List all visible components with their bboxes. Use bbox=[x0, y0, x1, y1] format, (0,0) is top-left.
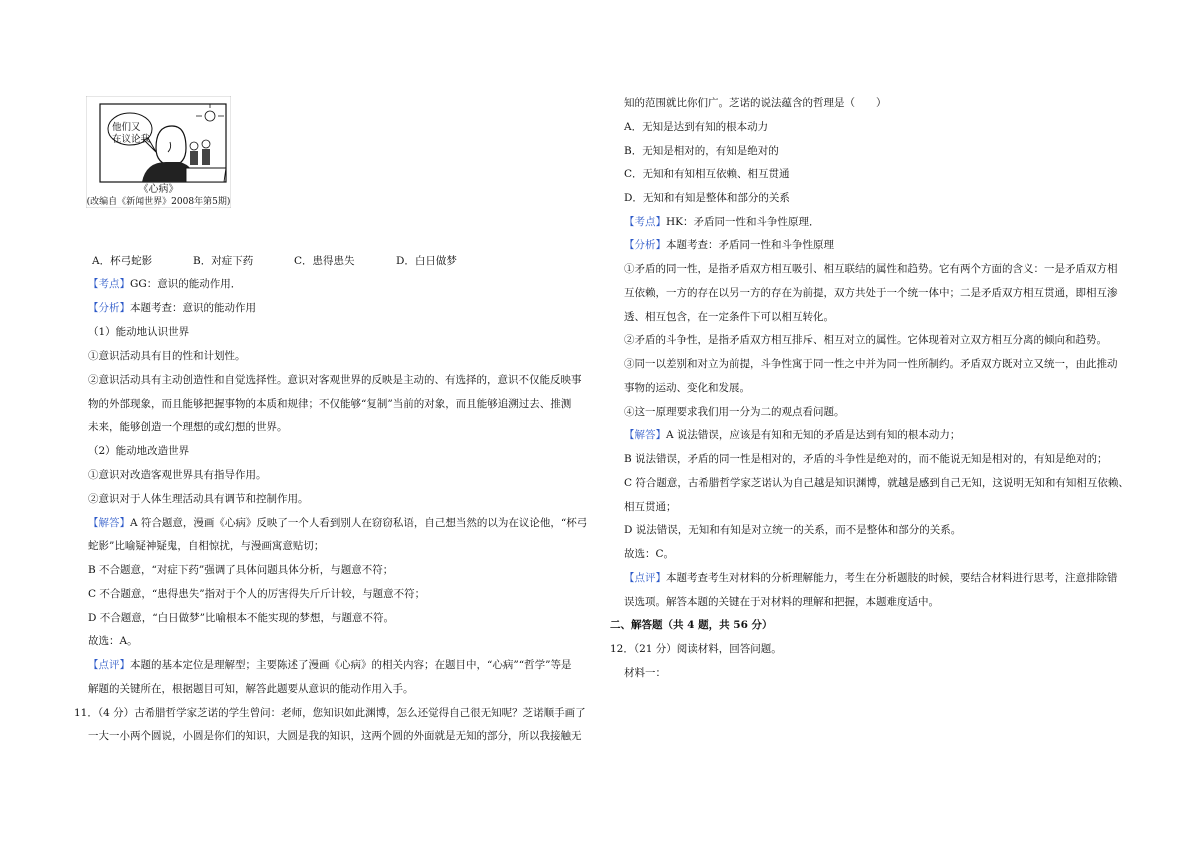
dianping-text: 本题的基本定位是理解型；主要陈述了漫画《心病》的相关内容；在题目中，“心病”“哲学”等是 bbox=[130, 659, 572, 671]
q11-option-d: D．无知和有知是整体和部分的关系 bbox=[624, 192, 790, 204]
kaodian-tag: 【考点】 bbox=[624, 216, 666, 228]
q11-fenxi bbox=[624, 238, 834, 252]
q11-fenxi-line: ④这一原理要求我们用一分为二的观点看问题。 bbox=[624, 406, 845, 418]
q10-jieda-line: B 不合题意，“对症下药”强调了具体问题具体分析，与题意不符； bbox=[88, 564, 394, 576]
q11-option-b: B．无知是相对的，有知是绝对的 bbox=[624, 145, 779, 157]
q11-fenxi-line: ①矛盾的同一性，是指矛盾双方相互吸引、相互联结的属性和趋势。它有两个方面的含义：一是矛盾双方相 bbox=[624, 263, 1118, 275]
q11-stem-line: 11．（4 分）古希腊哲学家芝诺的学生曾问：老师，您知识如此渊博，怎么还觉得自己很无知呢？芝诺顺手画了 bbox=[74, 707, 586, 719]
q10-fenxi-line: 未来，能够创造一个理想的或幻想的世界。 bbox=[88, 421, 288, 433]
q11-jieda-line: B 说法错误，矛盾的同一性是相对的，矛盾的斗争性是绝对的，而不能说无知是相对的，有知是绝对的； bbox=[624, 453, 1108, 465]
jieda-tag: 【解答】 bbox=[88, 517, 130, 529]
q11-kaodian bbox=[624, 215, 820, 229]
q10-jieda-line: 蛇影”比喻疑神疑鬼，自相惊扰，与漫画寓意贴切； bbox=[88, 540, 325, 552]
q10-kaodian bbox=[88, 277, 241, 291]
dianping-text: 本题考查考生对材料的分析理解能力，考生在分析题肢的时候，要结合材料进行思考，注意排除错 bbox=[666, 572, 1118, 584]
q10-jieda bbox=[88, 516, 587, 530]
cartoon-speech-line: 他们又 bbox=[112, 122, 141, 133]
q10-option-d: D．白日做梦 bbox=[396, 255, 457, 267]
q11-fenxi-line: 透、相互包含，在一定条件下可以相互转化。 bbox=[624, 311, 834, 323]
q11-option-c: C．无知和有知相互依赖、相互贯通 bbox=[624, 168, 790, 180]
q10-fenxi-line: （1）能动地认识世界 bbox=[88, 326, 190, 338]
q10-option-a: A．杯弓蛇影 bbox=[92, 255, 153, 267]
jieda-tag: 【解答】 bbox=[624, 429, 666, 441]
q10-jieda-line: 故选：A。 bbox=[88, 635, 138, 647]
q11-jieda-line: 相互贯通； bbox=[624, 501, 677, 513]
cartoon-speech-line: 在议论我 bbox=[112, 134, 151, 145]
kaodian-text: GG：意识的能动作用． bbox=[130, 278, 242, 290]
q11-fenxi-line: ②矛盾的斗争性，是指矛盾双方相互排斥、相互对立的属性。它体现着对立双方相互分离的倾向和趋势。 bbox=[624, 334, 1107, 346]
q10-option-b: B．对症下药 bbox=[193, 255, 254, 267]
q10-fenxi bbox=[88, 301, 256, 315]
cartoon-speech bbox=[112, 122, 150, 146]
q10-jieda-line: D 不合题意，“白日做梦”比喻根本不能实现的梦想，与题意不符。 bbox=[88, 612, 394, 624]
cartoon-illustration bbox=[86, 96, 231, 208]
dianping-tag: 【点评】 bbox=[624, 572, 666, 584]
q10-dianping bbox=[88, 658, 571, 672]
kaodian-tag: 【考点】 bbox=[88, 278, 130, 290]
q11-stem-line: 一大一小两个圆说，小圆是你们的知识，大圆是我的知识，这两个圆的外面就是无知的部分，所以我接触无 bbox=[88, 730, 582, 742]
q10-fenxi-line: ①意识活动具有目的性和计划性。 bbox=[88, 350, 246, 362]
jieda-text: A 符合题意，漫画《心病》反映了一个人看到别人在窃窃私语，自己想当然的以为在议论他，“杯弓 bbox=[130, 517, 588, 529]
q11-fenxi-line: ③同一以差别和对立为前提，斗争性寓于同一性之中并为同一性所制约。矛盾双方既对立又统一，由此推动 bbox=[624, 358, 1118, 370]
q10-option-c: C．患得患失 bbox=[294, 255, 355, 267]
q10-dianping-line: 解题的关键所在，根据题目可知，解答此题要从意识的能动作用入手。 bbox=[88, 683, 414, 695]
cartoon-caption-title: 《心病》 bbox=[138, 184, 179, 195]
kaodian-text: HK：矛盾同一性和斗争性原理． bbox=[666, 216, 820, 228]
q10-fenxi-line: ②意识活动具有主动创造性和自觉选择性。意识对客观世界的反映是主动的、有选择的，意识不仅能反映事 bbox=[88, 374, 582, 386]
q11-fenxi-line: 互依赖，一方的存在以另一方的存在为前提，双方共处于一个统一体中；二是矛盾双方相互贯通，即相互渗 bbox=[624, 287, 1118, 299]
cartoon-caption-source: (改编自《新闻世界》2008年第5期) bbox=[86, 197, 231, 207]
dianping-tag: 【点评】 bbox=[88, 659, 130, 671]
q11-jieda-line: C 符合题意，古希腊哲学家芝诺认为自己越是知识渊博，就越是感到自己无知，这说明无知和有知相互依赖、 bbox=[624, 477, 1129, 489]
fenxi-tag: 【分析】 bbox=[624, 239, 666, 251]
q10-fenxi-line: 物的外部现象，而且能够把握事物的本质和规律；不仅能够“复制”当前的对象，而且能够追溯过去、推测 bbox=[88, 398, 572, 410]
q11-jieda-line: 故选：C。 bbox=[624, 548, 675, 560]
q11-dianping bbox=[624, 571, 1118, 585]
q11-stem-line: 知的范围就比你们广。芝诺的说法蕴含的哲理是（ ） bbox=[624, 97, 887, 109]
q11-fenxi-line: 事物的运动、变化和发展。 bbox=[624, 382, 750, 394]
q10-fenxi-line: ①意识对改造客观世界具有指导作用。 bbox=[88, 469, 267, 481]
q10-fenxi-line: ②意识对于人体生理活动具有调节和控制作用。 bbox=[88, 493, 309, 505]
q12-material-label: 材料一： bbox=[624, 667, 666, 679]
q10-fenxi-line: （2）能动地改造世界 bbox=[88, 445, 190, 457]
q11-dianping-line: 误选项。解答本题的关键在于对材料的理解和把握，本题难度适中。 bbox=[624, 596, 939, 608]
fenxi-tag: 【分析】 bbox=[88, 302, 130, 314]
fenxi-text: 本题考查：矛盾同一性和斗争性原理 bbox=[666, 239, 834, 251]
q12-stem: 12．（21 分）阅读材料，回答问题。 bbox=[610, 643, 782, 655]
section-heading: 二、解答题（共 4 题，共 56 分） bbox=[610, 619, 773, 631]
jieda-text: A 说法错误，应该是有知和无知的矛盾是达到有知的根本动力； bbox=[666, 429, 961, 441]
q11-option-a: A．无知是达到有知的根本动力 bbox=[624, 121, 769, 133]
q11-jieda bbox=[624, 428, 960, 442]
q10-jieda-line: C 不合题意，“患得患失”指对于个人的厉害得失斤斤计较，与题意不符； bbox=[88, 588, 426, 600]
q11-jieda-line: D 说法错误，无知和有知是对立统一的关系，而不是整体和部分的关系。 bbox=[624, 524, 962, 536]
fenxi-text: 本题考查：意识的能动作用 bbox=[130, 302, 256, 314]
